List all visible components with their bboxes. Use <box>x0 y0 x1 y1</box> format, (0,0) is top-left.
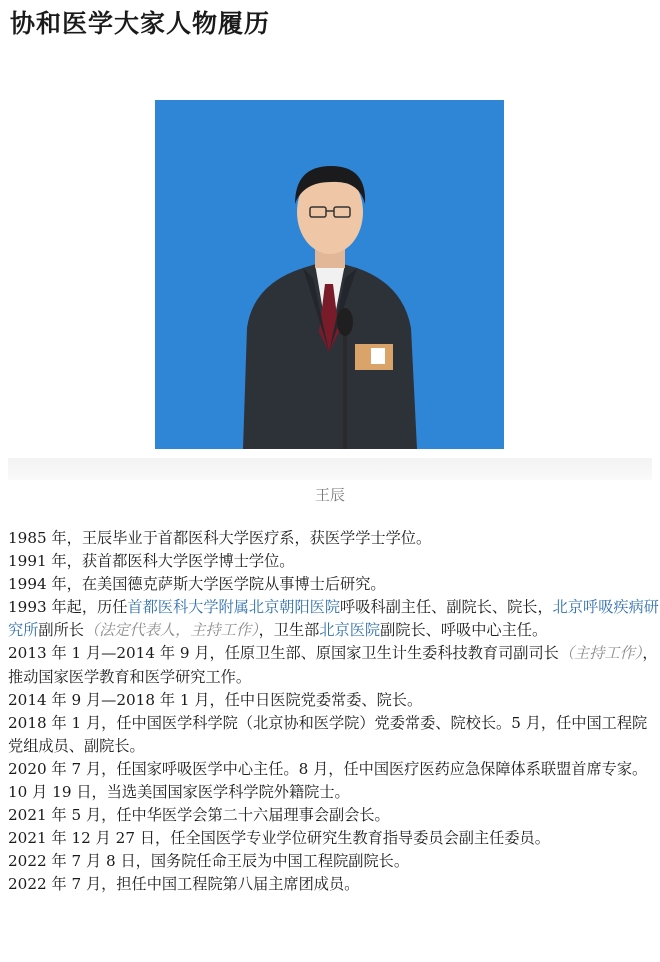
bio-text: 2013 年 1 月—2014 年 9 月，任原卫生部、原国家卫生计生委科技教育司副司长 <box>8 644 559 663</box>
bio-entry <box>8 804 660 827</box>
bio-text: 2022 年 7 月 8 日，国务院任命王辰为中国工程院副院长。 <box>8 852 410 871</box>
bio-entry <box>8 550 660 573</box>
bio-entry <box>8 527 660 550</box>
bio-text: 1991 年，获首都医科大学医学博士学位。 <box>8 552 295 571</box>
bio-entry <box>8 873 660 896</box>
bio-text: 1993 年起，历任 <box>8 598 128 617</box>
bio-text: 2020 年 7 月，任国家呼吸医学中心主任。8 月，任中国医疗医药应急保障体系联盟首席专家。10 月 19 日，当选美国国家医学科学院外籍院士。 <box>8 759 648 802</box>
bio-text: 2021 年 12 月 27 日，任全国医学专业学位研究生教育指导委员会副主任委员。 <box>8 829 550 848</box>
bio-entry <box>8 827 660 850</box>
bio-note: （主持工作） <box>558 644 643 663</box>
bio-link[interactable]: 北京呼吸疾病研究所 <box>8 598 659 640</box>
bio-link[interactable]: 首都医科大学附属北京朝阳医院 <box>127 598 341 617</box>
bio-text: 2014 年 9 月—2018 年 1 月，任中日医院党委常委、院长。 <box>8 690 423 709</box>
bio-timeline <box>8 527 660 897</box>
photo-caption: 王辰 <box>314 486 345 504</box>
bio-note: （法定代表人，主持工作） <box>83 621 259 640</box>
bio-entry <box>8 573 660 596</box>
bio-entry <box>8 689 660 712</box>
bio-text: 副所长 <box>38 621 84 640</box>
bio-text: 2021 年 5 月，任中华医学会第二十六届理事会副会长。 <box>8 806 390 825</box>
page-title: 协和医学大家人物履历 <box>10 9 271 38</box>
caption-band <box>8 458 652 480</box>
portrait-photo <box>155 100 504 449</box>
bio-text: 2022 年 7 月，担任中国工程院第八届主席团成员。 <box>8 875 360 894</box>
bio-entry <box>8 596 660 642</box>
bio-text: ，卫生部 <box>258 621 320 640</box>
bio-text: 2018 年 1 月，任中国医学科学院（北京协和医学院）党委常委、院校长。5 月，任中国工程院党组成员、副院长。 <box>8 713 648 755</box>
bio-text: 呼吸科副主任、副院长、院长， <box>340 598 553 617</box>
bio-text: 副院长、呼吸中心主任。 <box>380 621 548 640</box>
bio-entry <box>8 850 660 873</box>
bio-entry <box>8 758 660 804</box>
bio-entry <box>8 642 660 688</box>
bio-text: ，推动国家医学教育和医学研究工作。 <box>8 644 658 686</box>
bio-entry <box>8 712 660 758</box>
bio-text: 1994 年，在美国德克萨斯大学医学院从事博士后研究。 <box>8 575 386 594</box>
portrait-illustration <box>155 100 504 449</box>
bio-text: 1985 年，王辰毕业于首都医科大学医疗系，获医学学士学位。 <box>8 529 432 547</box>
bio-link[interactable]: 北京医院 <box>319 621 381 640</box>
